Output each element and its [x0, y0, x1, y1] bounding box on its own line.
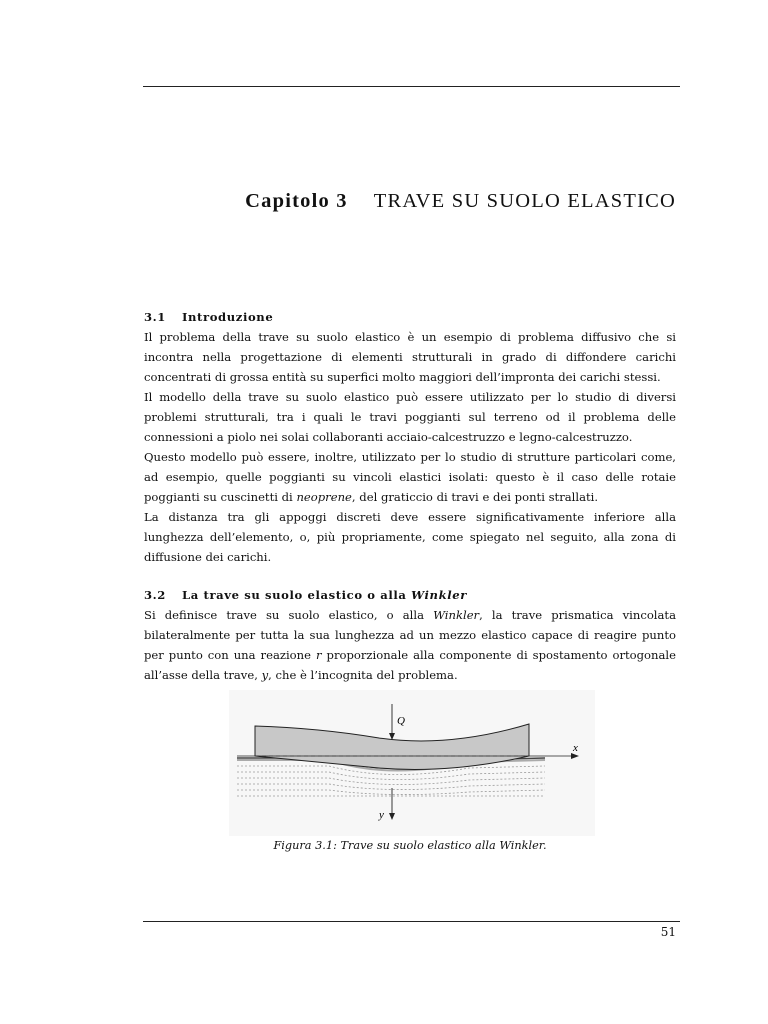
label-q: Q — [397, 715, 405, 727]
figure-caption: Figura 3.1: Trave su suolo elastico alla Winkler. — [273, 839, 547, 852]
section-winkler — [144, 585, 676, 685]
chapter-heading — [0, 190, 676, 213]
label-y: y — [379, 809, 384, 821]
paragraph: Questo modello può essere, inoltre, utilizzato per lo studio di strutture particolari come, ad esempio, quelle poggianti su vincoli elastici isolati: questo è il caso delle rotaie poggianti su cuscinetti di neoprene, del graticcio di travi e dei ponti strallati. — [144, 450, 676, 504]
section-number: 3.2 — [144, 588, 166, 602]
winkler-figure — [229, 690, 595, 836]
section-title: Introduzione — [182, 310, 274, 324]
section-title: La trave su suolo elastico o alla Winkler — [182, 588, 467, 602]
header-rule — [143, 86, 680, 87]
section-intro — [144, 307, 676, 567]
section-heading — [144, 585, 676, 605]
emphasis: neoprene — [296, 490, 352, 504]
section-heading — [144, 307, 676, 327]
chapter-title: TRAVE SU SUOLO ELASTICO — [373, 190, 676, 212]
section-number: 3.1 — [144, 310, 166, 324]
paragraph: Si definisce trave su suolo elastico, o alla Winkler, la trave prismatica vincolata bilateralmente per tutta la sua lunghezza ad un mezzo elastico capace di reagire punto per punto con una reazione r proporzionale alla componente di spostamento ortogonale all’asse della trave, y, che è l’incognita del problema. — [144, 608, 676, 682]
paragraph: La distanza tra gli appoggi discreti deve essere significativamente inferiore alla lunghezza dell’elemento, o, più propriamente, come spiegato nel seguito, alla zona di diffusione dei carichi. — [144, 510, 676, 564]
page-number: 51 — [660, 925, 676, 939]
footer-rule — [143, 921, 680, 922]
label-x: x — [573, 742, 578, 754]
paragraph: Il modello della trave su suolo elastico può essere utilizzato per lo studio di diversi problemi strutturali, tra i quali le travi poggianti sul terreno od il problema delle connessioni a piolo nei solai collaboranti acciaio-calcestruzzo e legno-calcestruzzo. — [144, 390, 676, 444]
paragraph: Il problema della trave su suolo elastico è un esempio di problema diffusivo che si incontra nella progettazione di elementi strutturali in grado di diffondere carichi concentrati di grossa entità su superfici molto maggiori dell’impronta dei carichi stessi. — [144, 330, 676, 384]
chapter-label: Capitolo 3 — [245, 190, 348, 212]
